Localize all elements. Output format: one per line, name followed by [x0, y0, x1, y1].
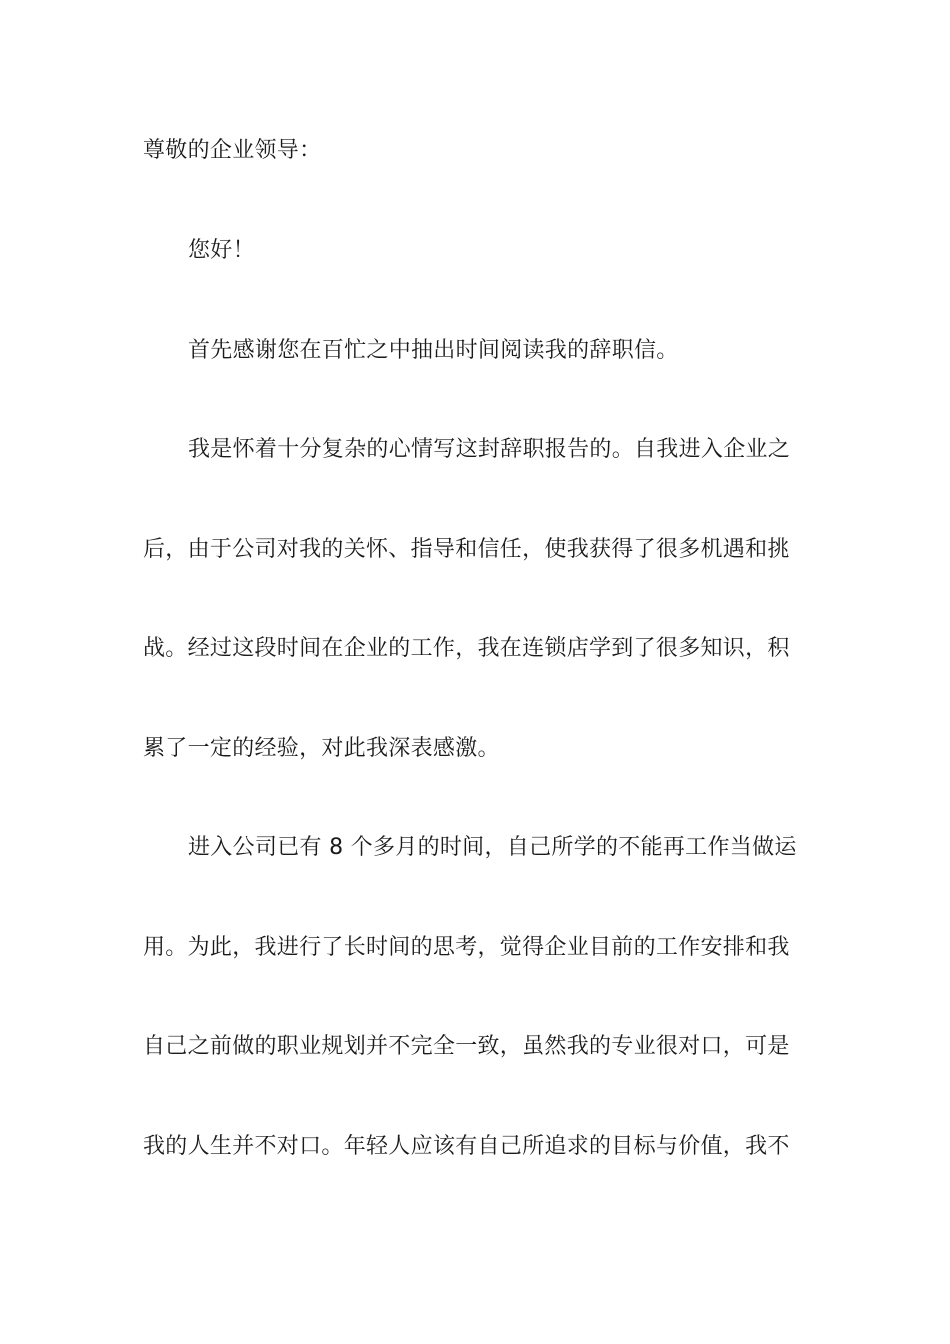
greeting: 您好！ [188, 238, 255, 263]
paragraph-line: 战。经过这段时间在企业的工作，我在连锁店学到了很多知识，积 [143, 636, 790, 661]
paragraph-line: 用。为此，我进行了长时间的思考，觉得企业目前的工作安排和我 [143, 935, 790, 960]
paragraph-line: 首先感谢您在百忙之中抽出时间阅读我的辞职信。 [188, 338, 679, 363]
paragraph-line: 我的人生并不对口。年轻人应该有自己所追求的目标与价值，我不 [143, 1134, 790, 1159]
paragraph-line: 我是怀着十分复杂的心情写这封辞职报告的。自我进入企业之 [188, 437, 791, 462]
salutation: 尊敬的企业领导： [143, 138, 322, 163]
paragraph-line: 累了一定的经验，对此我深表感激。 [143, 736, 500, 761]
paragraph-line: 自己之前做的职业规划并不完全一致，虽然我的专业很对口，可是 [143, 1034, 790, 1059]
paragraph-line: 后，由于公司对我的关怀、指导和信任，使我获得了很多机遇和挑 [143, 537, 790, 562]
paragraph-line: 进入公司已有 8 个多月的时间，自己所学的不能再工作当做运 [188, 835, 797, 860]
